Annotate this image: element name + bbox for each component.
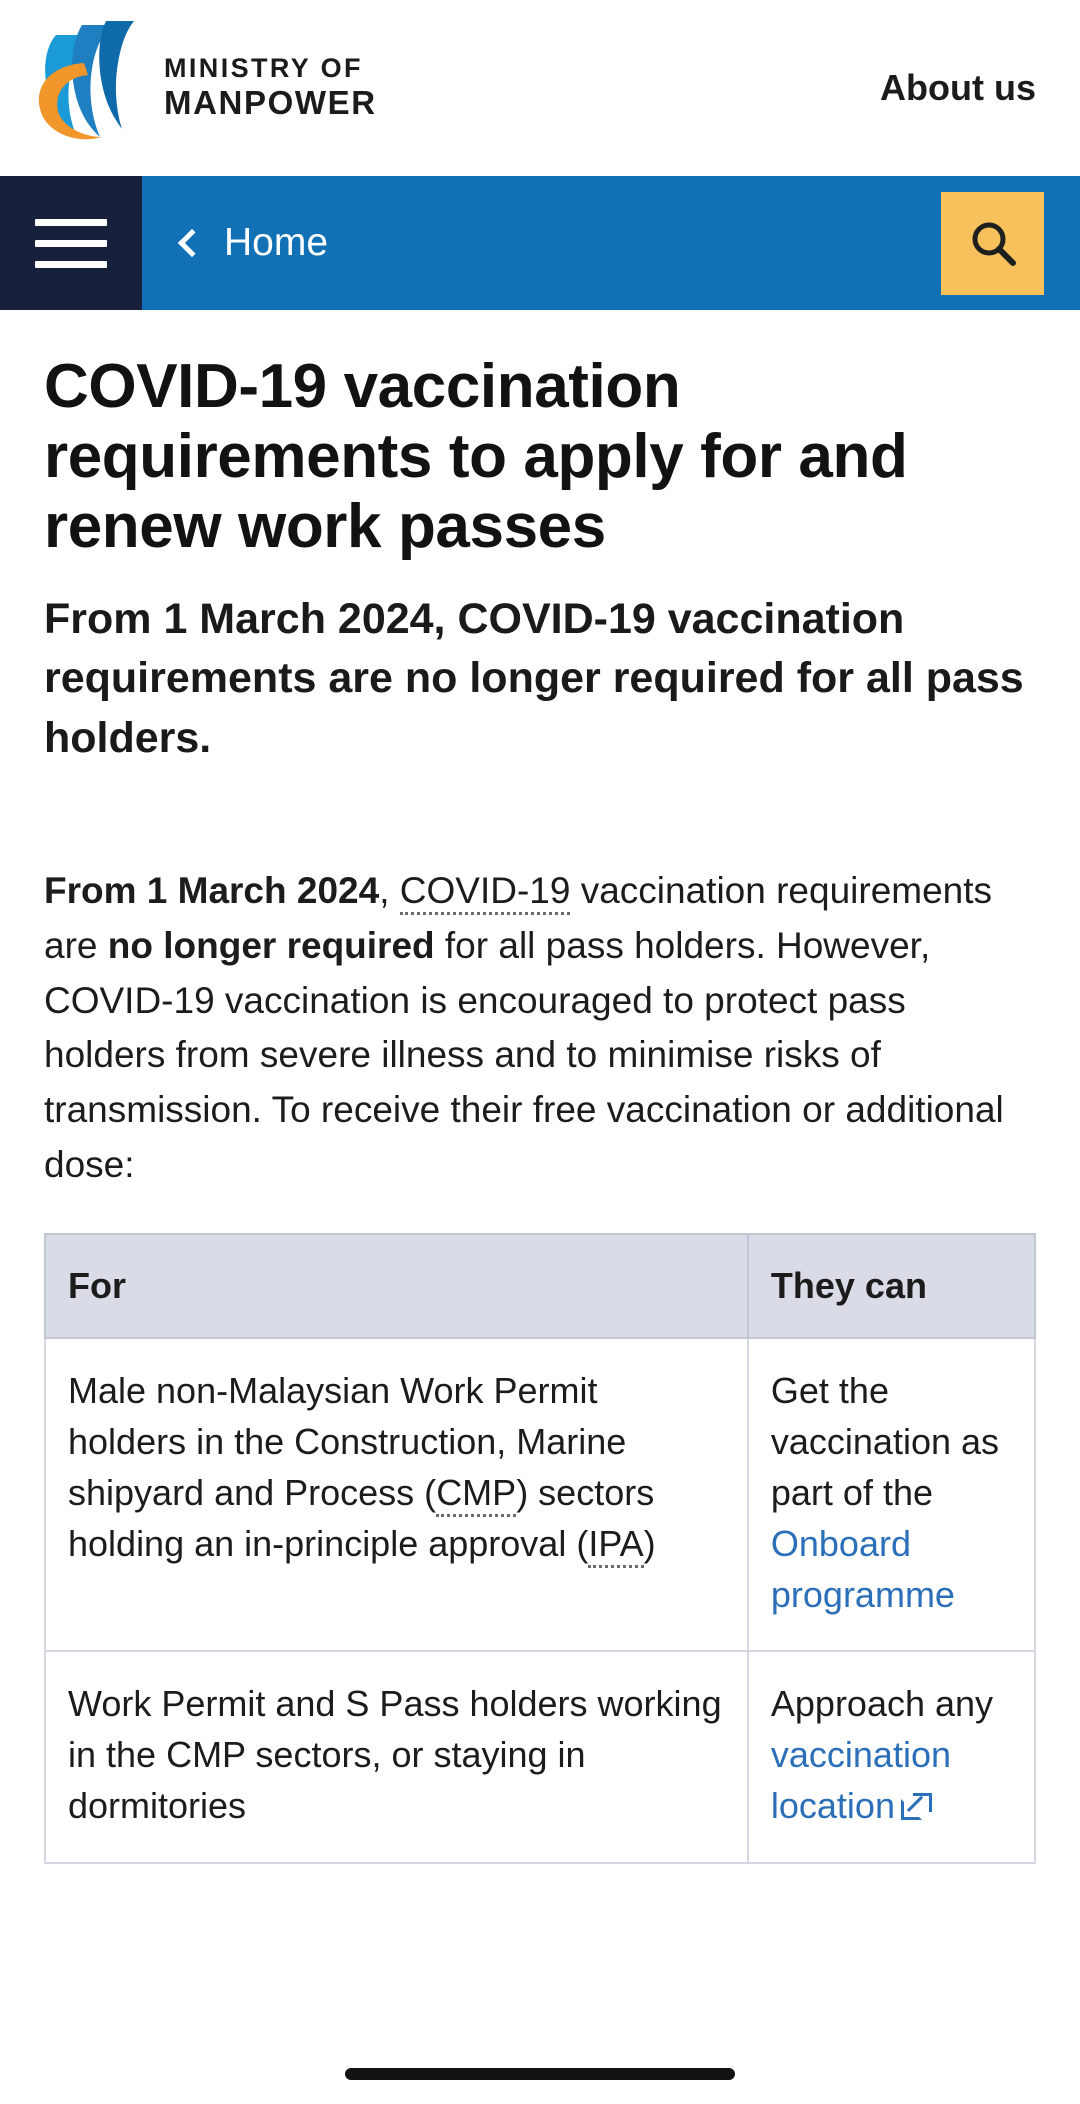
intro-date-bold: From 1 March 2024 [44, 870, 380, 912]
main-content [0, 310, 1080, 1864]
intro-text-1: , [379, 870, 400, 912]
chevron-left-icon [178, 229, 206, 257]
ipa-abbr[interactable]: IPA [588, 1523, 643, 1568]
table-cell-for [45, 1651, 748, 1862]
about-us-link[interactable]: About us [880, 67, 1036, 108]
hamburger-bar [35, 261, 107, 268]
table-header-for: For [45, 1234, 748, 1338]
hamburger-bar [35, 240, 107, 247]
covid19-abbr-link[interactable]: COVID-19 [400, 870, 571, 915]
requirements-table [44, 1233, 1036, 1864]
breadcrumb-label: Home [224, 221, 329, 264]
vaccination-location-label: vaccination location [770, 1734, 951, 1827]
brand-text [164, 53, 377, 124]
navigation-bar [0, 176, 1080, 310]
page-title: COVID-19 vaccination requirements to apply for and renew work passes [44, 352, 908, 562]
table-header-row [45, 1234, 1035, 1338]
table-row [45, 1338, 1035, 1652]
row2-can-text-1: Approach any [770, 1683, 994, 1725]
brand-line-2: MANPOWER [164, 84, 377, 122]
brand-lockup[interactable] [26, 19, 377, 157]
brand-line-1: MINISTRY OF [164, 52, 363, 83]
cmp-abbr[interactable]: CMP [436, 1472, 516, 1517]
intro-text-3: for all pass holders. However, COVID-19 vaccination is encouraged to protect pass holders from severe illness and to minimise risks of transmission. To receive their free vaccination or additional dose: [44, 924, 1004, 1185]
onboard-programme-link[interactable]: Onboard programme [770, 1522, 955, 1616]
intro-paragraph [44, 864, 1036, 1193]
row2-for-text: Work Permit and S Pass holders working in the CMP sectors, or staying in dormitories [68, 1683, 722, 1827]
page-lede: From 1 March 2024, COVID-19 vaccination requirements are no longer required for all pass holders. [44, 595, 1024, 762]
vaccination-location-link[interactable] [771, 1734, 951, 1826]
row1-can-text-1: Get the vaccination as part of the [770, 1369, 1000, 1513]
intro-emphasis-bold: no longer required [107, 924, 435, 966]
table-header-they-can: They can [748, 1234, 1035, 1338]
table-cell-they-can [748, 1338, 1035, 1652]
hamburger-bar [35, 219, 107, 226]
home-indicator [345, 2068, 735, 2080]
site-header [0, 0, 1080, 176]
row1-for-text-3: ) [643, 1522, 656, 1564]
hamburger-menu-icon[interactable] [0, 176, 142, 310]
intro-text-2: vaccination requirements are [44, 870, 993, 966]
table-cell-they-can [748, 1651, 1035, 1862]
search-icon [967, 217, 1019, 269]
external-link-icon [901, 1794, 927, 1820]
row1-for-text-1: Male non-Malaysian Work Permit holders in the Construction, Marine shipyard and Process ( [68, 1369, 627, 1513]
mom-swirl-logo-icon [26, 19, 146, 157]
search-button[interactable] [941, 192, 1044, 295]
row1-for-text-2: ) sectors holding an in-principle approval ( [68, 1471, 655, 1564]
breadcrumb[interactable] [142, 176, 941, 310]
table-cell-for [45, 1338, 748, 1652]
table-row [45, 1651, 1035, 1862]
